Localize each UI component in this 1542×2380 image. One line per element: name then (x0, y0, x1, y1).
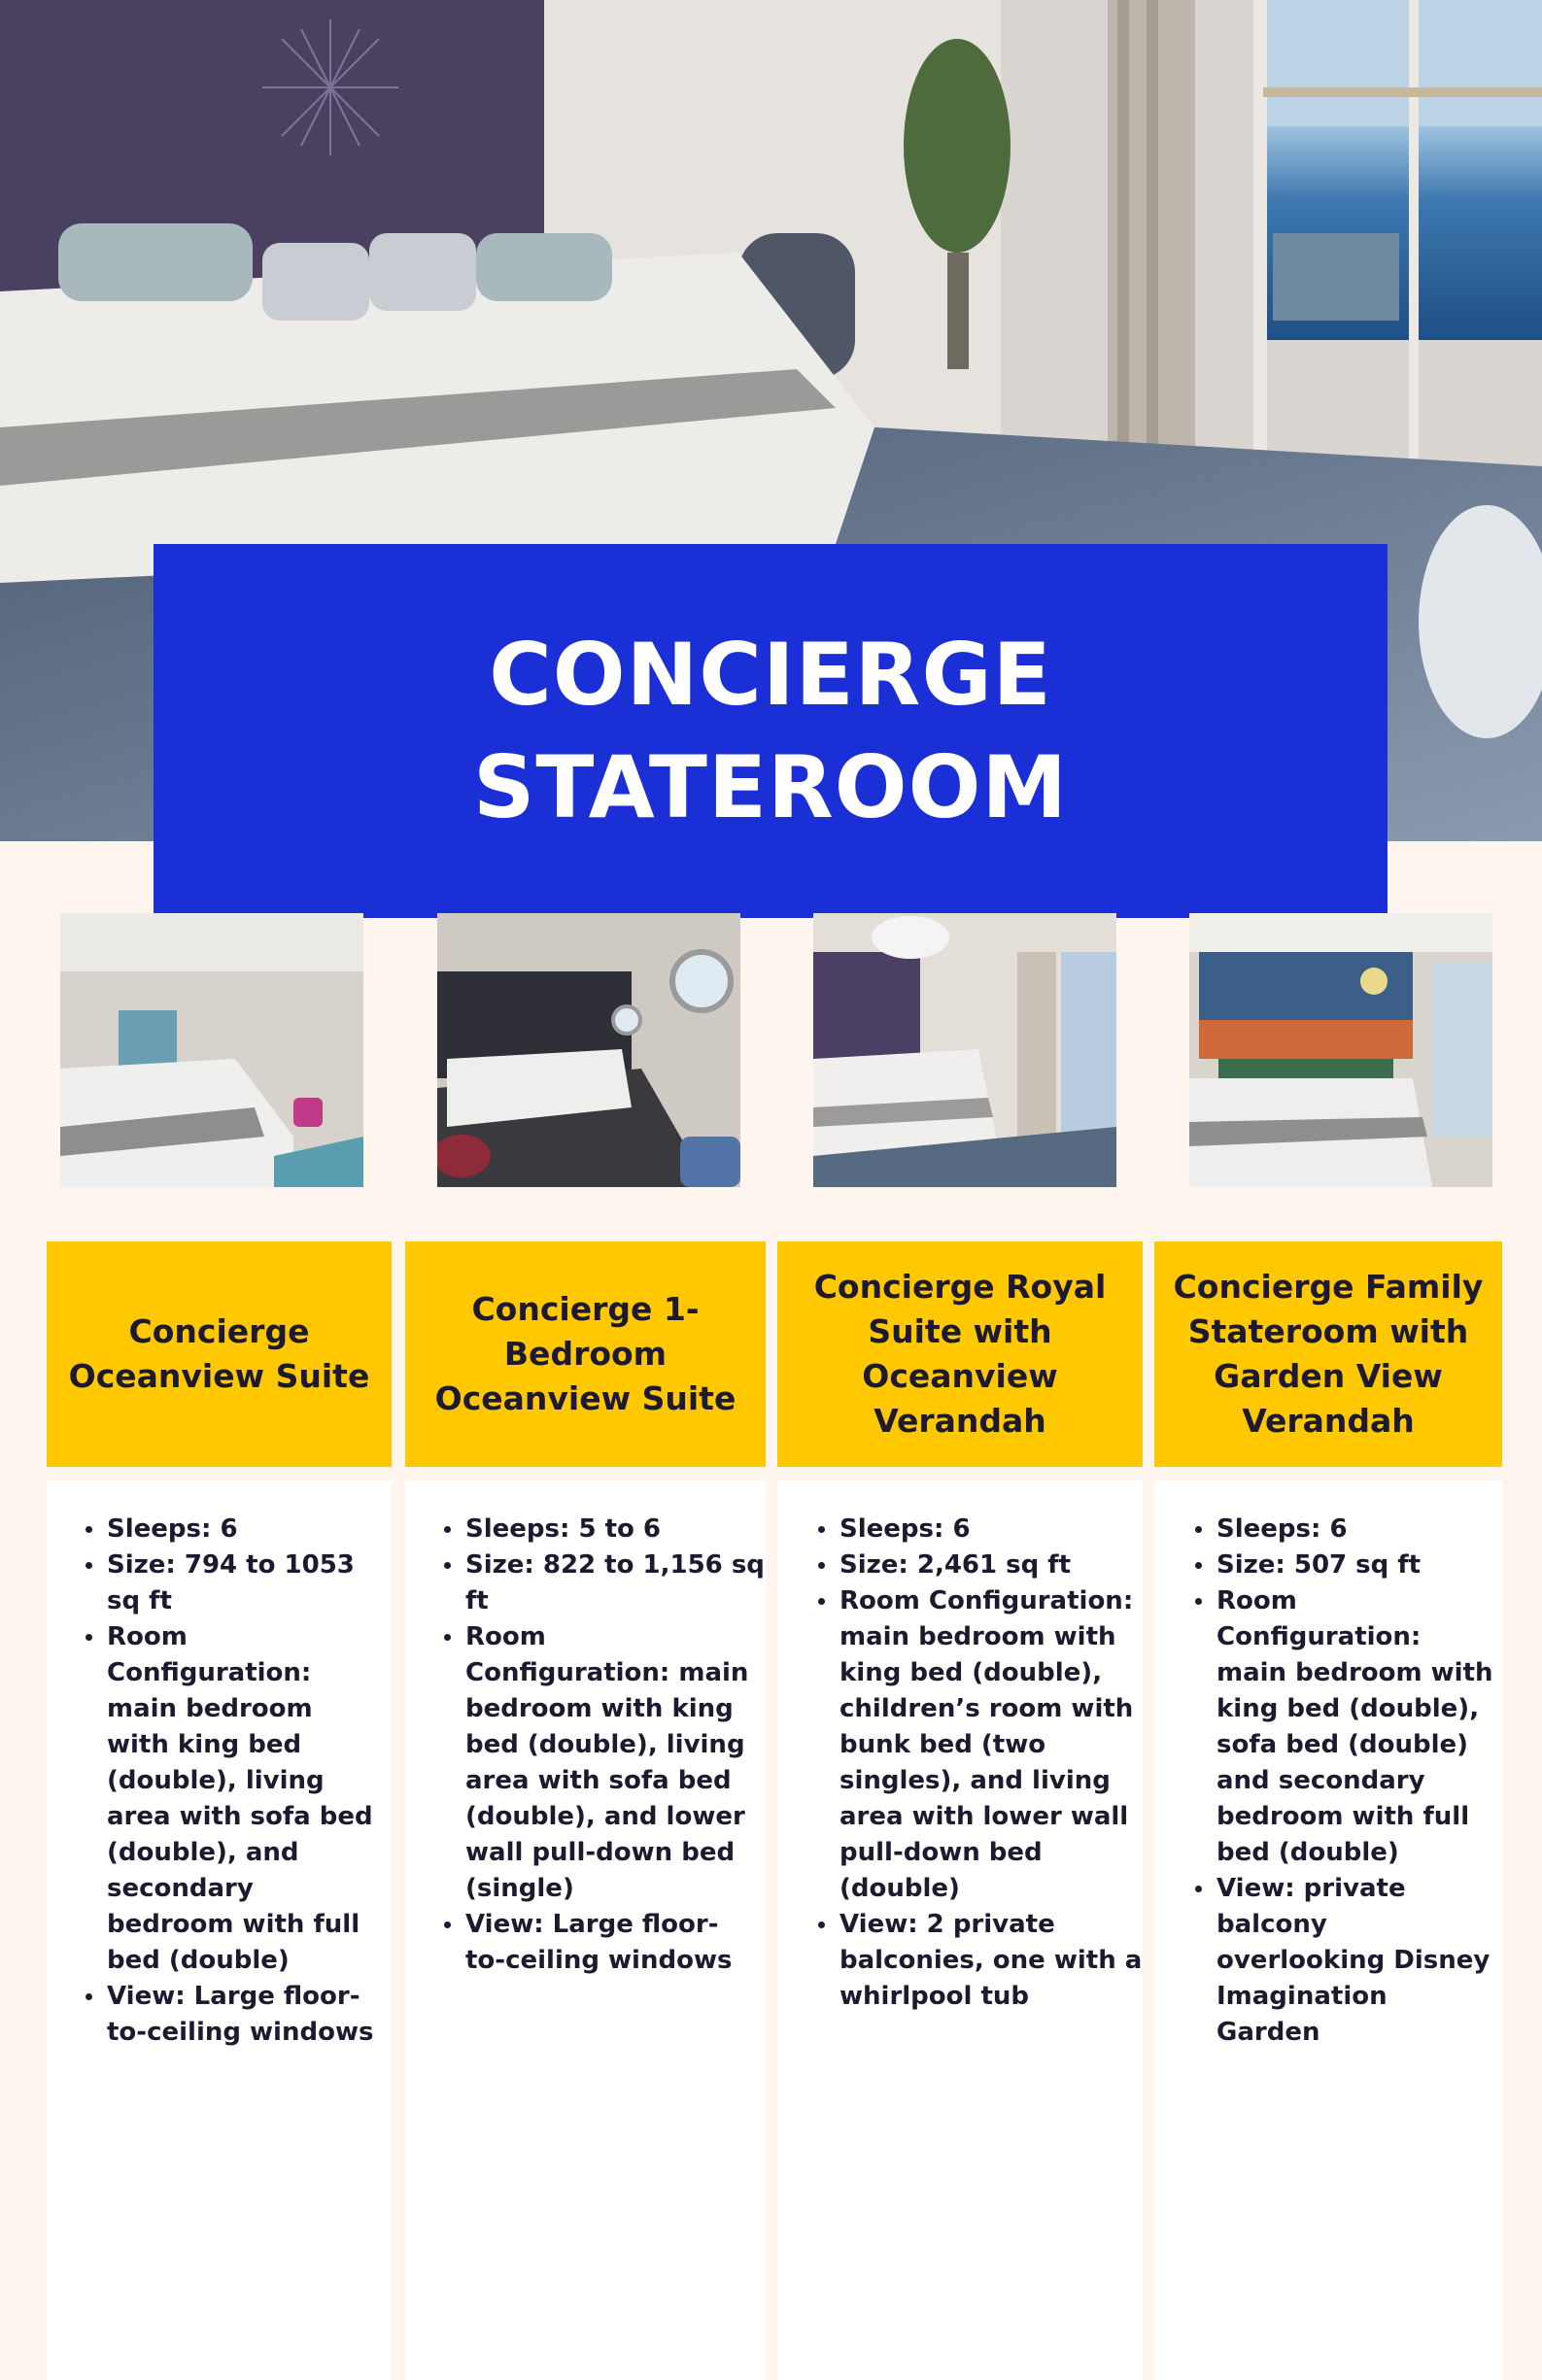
card-heading-line: Garden View (1214, 1357, 1443, 1395)
bullet-view: View: Large floor- to-ceiling windows (465, 1907, 766, 1979)
bullet-size: Size: 507 sq ft (1216, 1547, 1502, 1583)
bullet-size: Size: 822 to 1,156 sq ft (465, 1547, 766, 1619)
bullet-room-configuration: Room Configuration: main bedroom with king bed (double), living area with sofa bed (double), and lower wall pull-down bed (single) (465, 1619, 766, 1907)
bullet-sleeps: Sleeps: 6 (1216, 1512, 1502, 1547)
bullet-view: View: 2 private balconies, one with a whirlpool tub (840, 1907, 1143, 2015)
bullet-sleeps: Sleeps: 6 (107, 1512, 392, 1547)
card-heading (405, 1241, 766, 1467)
card-details (777, 1480, 1143, 2380)
bullet-room-configuration: Room Configuration: main bedroom with king bed (double), children’s room with bunk bed (two singles), and living area with lower wall pull-down bed (double) (840, 1583, 1143, 1907)
title-line-1: CONCIERGE (489, 624, 1052, 725)
bullet-sleeps: Sleeps: 5 to 6 (465, 1512, 766, 1547)
card-heading-line: Concierge 1- (471, 1290, 700, 1328)
bullet-view: View: Large floor- to-ceiling windows (107, 1979, 392, 2051)
card-heading (47, 1241, 392, 1467)
card-heading-line: Stateroom with (1187, 1312, 1469, 1350)
title-line-2: STATEROOM (473, 736, 1068, 837)
card-heading-line: Oceanview Suite (68, 1357, 370, 1395)
card-heading-line: Oceanview Suite (434, 1379, 737, 1417)
bullet-view: View: private balcony overlooking Disney Imagination Garden (1216, 1871, 1502, 2051)
card-heading-line: Oceanview (862, 1357, 1058, 1395)
thumbnail-royal-suite (813, 913, 1116, 1187)
thumbnail-oceanview-suite (60, 913, 363, 1187)
card-heading (777, 1241, 1143, 1467)
bullet-size: Size: 2,461 sq ft (840, 1547, 1143, 1583)
thumbnail-1-bedroom-suite (437, 913, 740, 1187)
card-heading-line: Concierge Royal (813, 1268, 1107, 1306)
card-heading-line: Concierge Family (1173, 1268, 1484, 1306)
card-details (405, 1480, 766, 2380)
card-heading-line: Suite with (868, 1312, 1052, 1350)
bullet-room-configuration: Room Configuration: main bedroom with king bed (double), sofa bed (double) and secondary bedroom with full bed (double) (1216, 1583, 1502, 1871)
bullet-sleeps: Sleeps: 6 (840, 1512, 1143, 1547)
thumbnail-family-stateroom (1189, 913, 1492, 1187)
card-heading-line: Concierge (128, 1312, 310, 1350)
bullet-room-configuration: Room Configuration: main bedroom with king bed (double), living area with sofa bed (double), and secondary bedroom with full bed (double) (107, 1619, 392, 1979)
card-heading-line: Verandah (1242, 1402, 1415, 1440)
card-heading-line: Verandah (874, 1402, 1046, 1440)
title-banner (154, 544, 1388, 918)
card-details (1154, 1480, 1502, 2380)
card-heading-line: Bedroom (503, 1335, 668, 1373)
card-details (47, 1480, 392, 2380)
bullet-size: Size: 794 to 1053 sq ft (107, 1547, 392, 1619)
card-heading (1154, 1241, 1502, 1467)
